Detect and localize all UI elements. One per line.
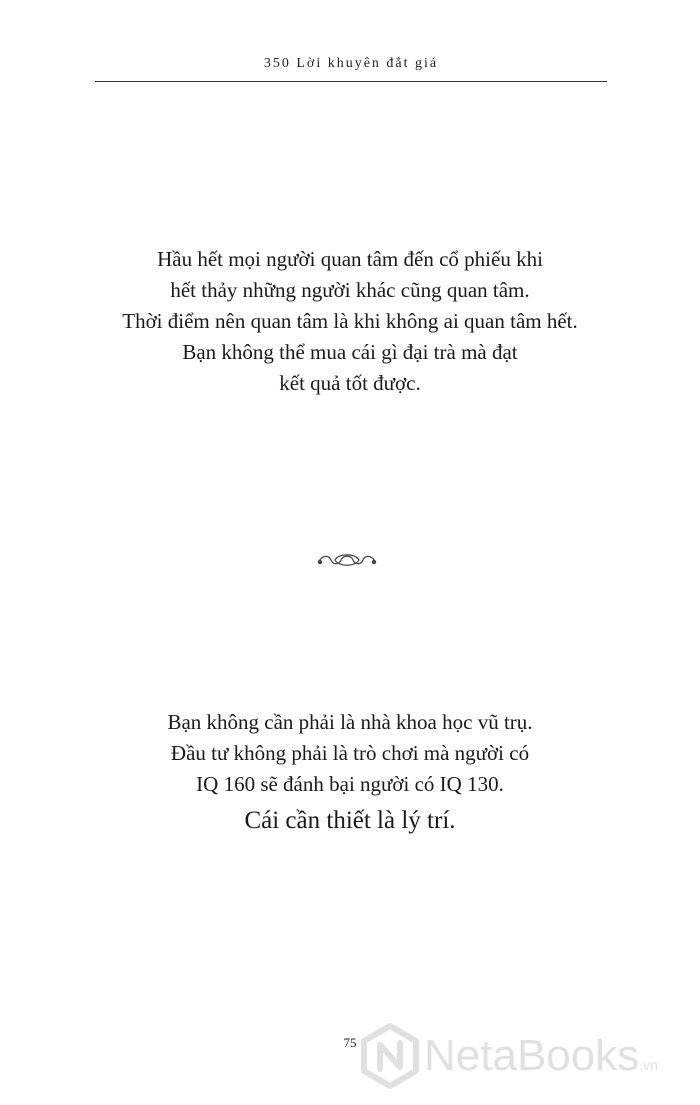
quote-line: Bạn không thể mua cái gì đại trà mà đạt [182,340,518,364]
page-number: 75 [343,1035,357,1050]
quote-line: hết thảy những người khác cũng quan tâm. [170,278,530,302]
quote-line: Thời điểm nên quan tâm là khi không ai quan tâm hết. [122,309,578,333]
watermark-brand: NetaBooks.vn [424,1031,658,1080]
quote-line: Hầu hết mọi người quan tâm đến cổ phiếu khi [157,247,543,271]
quote-line: kết quả tốt được. [279,371,421,395]
quote-line: IQ 160 sẽ đánh bại người có IQ 130. [196,772,504,796]
quote-block-2 [60,707,640,840]
watermark-suffix: .vn [639,1057,658,1073]
flourish-divider-icon [315,549,379,571]
quote-line: Bạn không cần phải là nhà khoa học vũ trụ. [167,710,533,734]
quote-line: Đầu tư không phải là trò chơi mà người có [170,741,530,765]
running-header-title: 350 Lời khuyên đắt giá [263,56,439,71]
watermark [360,1020,690,1092]
quote-line-emphasis: Cái cần thiết là lý trí. [244,807,456,834]
header-rule [95,81,607,82]
netabooks-logo-icon [360,1023,420,1089]
quote-block-1 [60,244,640,399]
